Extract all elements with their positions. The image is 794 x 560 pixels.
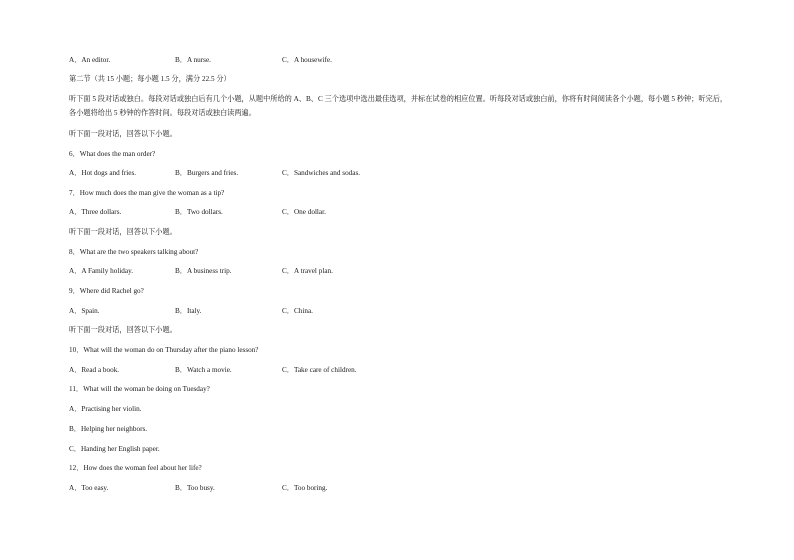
q9-option-a[interactable]: A．Spain.	[69, 307, 100, 315]
q7-option-a[interactable]: A．Three dollars.	[69, 208, 122, 216]
q7-option-c[interactable]: C．One dollar.	[282, 208, 326, 216]
q7-option-b[interactable]: B．Two dollars.	[175, 208, 223, 216]
q12-option-a[interactable]: A．Too easy.	[69, 484, 109, 492]
q9-option-b[interactable]: B．Italy.	[175, 307, 202, 315]
q5-option-c[interactable]: C．A housewife.	[282, 56, 332, 64]
q11-option-b[interactable]: B．Helping her neighbors.	[69, 425, 148, 433]
section2-instructions: 听下面 5 段对话或独白。每段对话或独白后有几个小题，从题中所给的 A、B、C 三个选项中选出最佳选项，并标在试卷的相应位置。听每段对话或独白前，你将有时间阅读各个小题，每小题 5 秒钟；听完后，各小题将给出 5 秒钟的作答时间。每段对话或独白读两遍。	[69, 95, 728, 117]
question-9: 9．Where did Rachel go?	[69, 287, 144, 295]
q6-option-a[interactable]: A．Hot dogs and fries.	[69, 169, 137, 177]
dialog-prompt: 听下面一段对话，回答以下小题。	[69, 326, 177, 334]
question-12: 12．How does the woman feel about her life?	[69, 464, 202, 472]
q10-option-c[interactable]: C．Take care of children.	[282, 366, 357, 374]
q11-option-a[interactable]: A．Practising her violin.	[69, 405, 142, 413]
q11-option-c[interactable]: C．Handing her English paper.	[69, 445, 160, 453]
dialog-prompt: 听下面一段对话，回答以下小题。	[69, 228, 177, 236]
section2-heading: 第二节（共 15 小题；每小题 1.5 分，满分 22.5 分）	[69, 75, 231, 83]
q6-option-b[interactable]: B．Burgers and fries.	[175, 169, 239, 177]
q10-option-a[interactable]: A．Read a book.	[69, 366, 120, 374]
q8-option-c[interactable]: C．A travel plan.	[282, 267, 333, 275]
question-11: 11．What will the woman be doing on Tuesday?	[69, 385, 210, 393]
question-8: 8．What are the two speakers talking about?	[69, 248, 199, 256]
question-7: 7．How much does the man give the woman as a tip?	[69, 189, 225, 197]
q12-option-c[interactable]: C．Too boring.	[282, 484, 328, 492]
question-10: 10．What will the woman do on Thursday after the piano lesson?	[69, 346, 259, 354]
q12-option-b[interactable]: B．Too busy.	[175, 484, 215, 492]
q10-option-b[interactable]: B．Watch a movie.	[175, 366, 232, 374]
q8-option-b[interactable]: B．A business trip.	[175, 267, 232, 275]
q6-option-c[interactable]: C．Sandwiches and sodas.	[282, 169, 361, 177]
q8-option-a[interactable]: A．A Family holiday.	[69, 267, 134, 275]
q5-option-a[interactable]: A．An editor.	[69, 56, 111, 64]
dialog-prompt: 听下面一段对话，回答以下小题。	[69, 130, 177, 138]
q5-option-b[interactable]: B．A nurse.	[175, 56, 211, 64]
q9-option-c[interactable]: C．China.	[282, 307, 313, 315]
question-6: 6．What does the man order?	[69, 150, 156, 158]
